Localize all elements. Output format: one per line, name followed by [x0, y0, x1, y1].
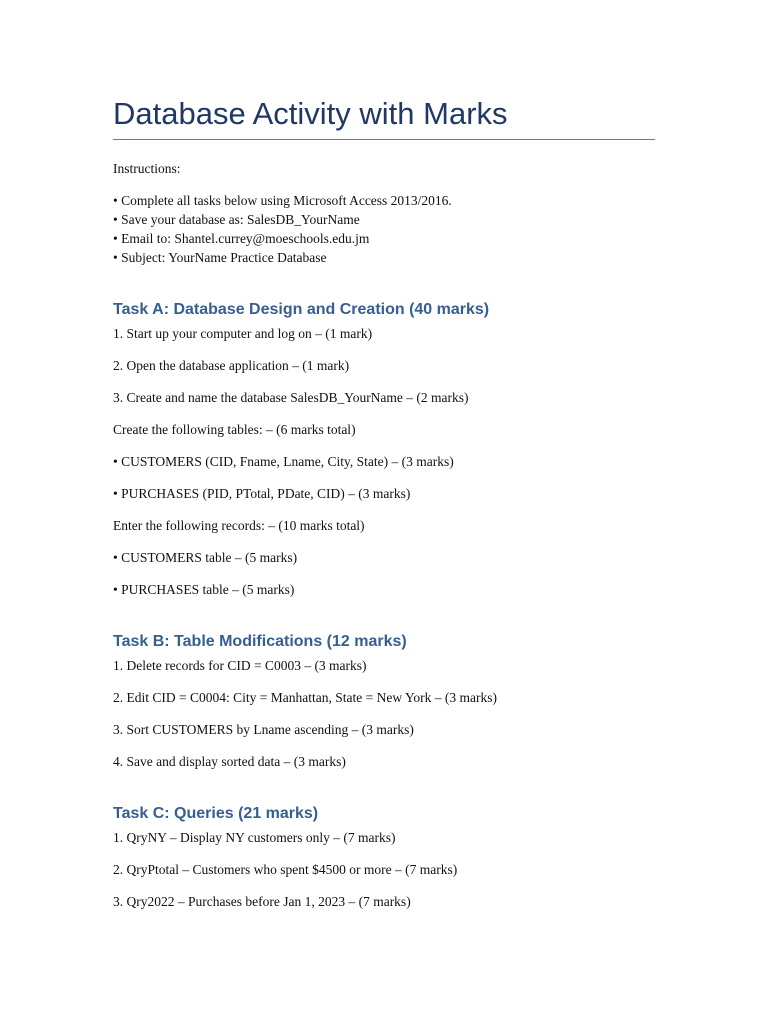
instruction-item: • Subject: YourName Practice Database: [113, 250, 327, 265]
task-a-line: 2. Open the database application – (1 mark): [113, 358, 350, 373]
task-c-line: 2. QryPtotal – Customers who spent $4500 or more – (7 marks): [113, 862, 458, 877]
task-a-line: • CUSTOMERS (CID, Fname, Lname, City, State) – (3 marks): [113, 454, 454, 469]
task-a-heading: Task A: Database Design and Creation (40 marks): [113, 301, 490, 318]
task-b-line: 3. Sort CUSTOMERS by Lname ascending – (3 marks): [113, 722, 414, 737]
task-a-line: • PURCHASES (PID, PTotal, PDate, CID) – (3 marks): [113, 486, 411, 501]
title-underline: [113, 139, 655, 140]
task-b-line: 2. Edit CID = C0004: City = Manhattan, State = New York – (3 marks): [113, 690, 497, 705]
task-b-line: 4. Save and display sorted data – (3 marks): [113, 754, 346, 769]
task-a-line: • CUSTOMERS table – (5 marks): [113, 550, 298, 565]
instruction-item: • Save your database as: SalesDB_YourName: [113, 212, 360, 227]
task-a-line: Enter the following records: – (10 marks total): [113, 518, 365, 533]
task-c-heading: Task C: Queries (21 marks): [113, 805, 319, 822]
task-a-line: 1. Start up your computer and log on – (1 mark): [113, 326, 373, 341]
instruction-item: • Complete all tasks below using Microsoft Access 2013/2016.: [113, 193, 452, 208]
instructions-label: Instructions:: [113, 161, 181, 176]
task-a-line: • PURCHASES table – (5 marks): [113, 582, 295, 597]
task-b-heading: Task B: Table Modifications (12 marks): [113, 633, 407, 650]
document-title: Database Activity with Marks: [113, 96, 508, 131]
task-c-line: 3. Qry2022 – Purchases before Jan 1, 2023 – (7 marks): [113, 894, 411, 909]
task-b-line: 1. Delete records for CID = C0003 – (3 marks): [113, 658, 367, 673]
task-a-line: 3. Create and name the database SalesDB_YourName – (2 marks): [113, 390, 469, 405]
instruction-item: • Email to: Shantel.currey@moeschools.edu.jm: [113, 231, 370, 246]
task-a-line: Create the following tables: – (6 marks total): [113, 422, 356, 437]
task-c-line: 1. QryNY – Display NY customers only – (7 marks): [113, 830, 396, 845]
